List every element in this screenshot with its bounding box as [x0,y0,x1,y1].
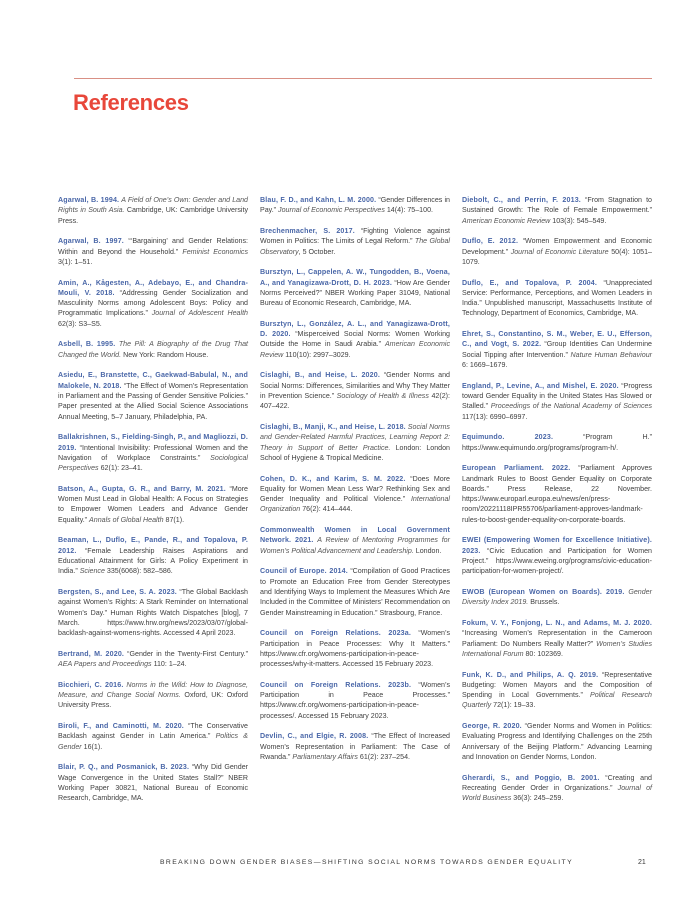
reference-author-year: Gherardi, S., and Poggio, B. 2001. [462,773,600,782]
reference-author-year: Ballakrishnen, S., Fielding-Singh, P., and Magliozzi, D. 2019. [58,433,248,452]
reference-source-italic: The Global Observatory [260,237,450,256]
reference-source-italic: Annals of Global Health [89,515,164,524]
reference-text: “Gender Norms and Social Norms: Differences, Similarities and Why They Matter in Prevention Science.” [260,371,450,401]
reference-entry [58,649,248,670]
reference-entry [462,721,652,762]
reference-text: 61(2): 237–254. [357,753,410,762]
reference-source-italic: Journal of Economic Perspectives [278,206,385,215]
reference-entry [260,525,450,556]
reference-entry [260,319,450,360]
reference-text: “Intentional Invisibility: Professional Women and the Navigation of Workplace Constraints.” [58,443,248,462]
reference-entry [462,236,652,267]
reference-text: 62(3): S3–S5. [58,319,102,328]
reference-source-italic: A Review of Mentoring Programmes for Women’s Political Advancement and Leadership. [260,536,450,555]
reference-entry [58,587,248,638]
reference-text: “Progress toward Gender Equality in the United States Has Slowed or Stalled.” [462,381,652,411]
reference-text: “Women Empowerment and Economic Development.” [462,237,652,256]
reference-entry [462,670,652,711]
reference-entry [58,432,248,473]
reference-source-italic: Nature Human Behaviour [570,350,652,359]
reference-text: “Program H.” https://www.equimundo.org/programs/program-h/. [462,433,652,452]
reference-entry [260,422,450,463]
reference-text: 87(1). [163,515,185,524]
reference-text: 14(4): 75–100. [384,206,433,215]
reference-author-year: England, P., Levine, A., and Mishel, E. 2020. [462,381,619,390]
reference-entry [58,339,248,360]
reference-author-year: Devlin, C., and Elgie, R. 2008. [260,732,369,741]
reference-entry [462,329,652,370]
reference-source-italic: Journal of Economic Literature [510,247,609,256]
reference-author-year: EWEI (Empowering Women for Excellence Initiative). 2023. [462,536,652,555]
reference-text: Oxford, UK: Oxford University Press. [58,691,248,710]
reference-entry [260,474,450,515]
reference-text: New York: Random House. [121,350,209,359]
reference-author-year: Council on Foreign Relations. 2023a. [260,629,411,638]
reference-entry [462,773,652,804]
reference-text: “Women’s Participation in Peace Processes.” https://www.cfr.org/womens-participation-in-peace-processes/. Accessed 15 February 2023. [260,680,450,720]
reference-entry [260,566,450,617]
reference-entry [58,195,248,226]
reference-text: “The Effect of Increased Women’s Representation in Parliament: The Case of Rwanda.” [260,732,450,762]
reference-text: “Gender in the Twenty-First Century.” [124,649,248,658]
reference-text: 335(6068): 582–586. [104,567,173,576]
column-3 [462,195,652,814]
reference-source-italic: Women’s Studies International Forum [462,639,652,658]
reference-source-italic: Politics & Gender [58,732,248,751]
reference-entry [58,236,248,267]
reference-entry [58,484,248,525]
reference-entry [462,432,652,453]
reference-entry [462,587,652,608]
column-2 [260,195,450,814]
reference-text: “Misperceived Social Norms: Women Working Outside the Home in Saudi Arabia.” [260,330,450,349]
header-rule [74,78,652,79]
reference-author-year: Brechenmacher, S. 2017. [260,226,355,235]
reference-text: “The Effect of Women’s Representation in Parliament and the Passing of Gender Sensitive Policies.” Paper presented at the Allied Social Science Associations Annual Meeting, 5–7 January, Philadelphia, PA. [58,381,248,421]
reference-entry [260,226,450,257]
page-title: References [73,90,189,115]
reference-text: 110: 1–24. [151,660,187,669]
reference-text: Cambridge, UK: Cambridge University Press. [58,206,248,225]
reference-text: “Fighting Violence against Women in Politics: The Limits of Legal Reform.” [260,226,450,246]
reference-text: “More Women Must Lead in Global Health: A Focus on Strategies to Empower Women Leaders and Advance Gender Equality.” [58,484,248,524]
reference-text: “‘Bargaining’ and Gender Relations: Within and Beyond the Household.” [58,237,248,256]
reference-entry [260,628,450,669]
reference-entry [260,370,450,411]
reference-text: “Creating and Recreating Gender Order in Organizations.” [462,773,652,793]
reference-text: “Group Identities Can Undermine Social Tipping after Intervention.” [462,340,652,359]
reference-text: “Representative Budgeting: Women Mayors and the Composition of Spending in Local Governments.” [462,670,652,700]
reference-text: “Gender Differences in Pay.” [260,196,450,215]
reference-entry [58,680,248,711]
reference-entry [58,535,248,576]
reference-text: “Compilation of Good Practices to Promote an Education Free from Gender Stereotypes and Identifying Ways to Implement the Measures Which Are Included in the Committee of Ministers’ Recommendation on Gender Mainstreaming in Education.” Strasbourg, France. [260,567,450,617]
reference-text: 16(1). [81,742,103,751]
reference-author-year: Ehret, S., Constantino, S. M., Weber, E. U., Efferson, C., and Vogt, S. 2022. [462,330,652,349]
reference-text: “The Global Backlash against Women’s Rights: A Stark Reminder on International Women’s Day.” Human Rights Watch Dispatches [blog], 7 March. https://www.hrw.org/news/2023/03/07/global-backlash-against-womens-rights. Accessed 4 April 2023. [58,588,248,638]
reference-author-year: Blair, P. Q., and Posmanick, B. 2023. [58,763,190,772]
reference-author-year: Bergsten, S., and Lee, S. A. 2023. [58,588,177,597]
reference-source-italic: AEA Papers and Proceedings [58,660,152,669]
reference-source-italic: The Pill: A Biography of the Drug That Changed the World. [58,340,248,359]
references-columns [58,195,652,814]
reference-text: “Why Did Gender Wage Convergence in the United States Stall?” NBER Working Paper 30821, National Bureau of Economic Research, Cambridge, MA. [58,763,248,803]
reference-author-year: Bursztyn, L., Cappelen, A. W., Tungodden, B., Voena, A., and Yanagizawa-Drott, D. H. 2023. [260,268,450,287]
column-1 [58,195,248,814]
reference-author-year: EWOB (European Women on Boards). 2019. [462,588,625,597]
reference-text: “Gender Norms and Women in Politics: Evaluating Progress and Identifying Challenges on the 25th Anniversary of the Beijing Platform.” Advancing Learning and Innovation on Gender Norms, London. [462,722,653,762]
reference-text: 80: 102369. [523,649,563,658]
reference-text: 3(1): 1–51. [58,257,93,266]
reference-source-italic: American Economic Review [260,340,450,359]
reference-source-italic: Norms in the Wild: How to Diagnose, Measure, and Change Social Norms. [58,680,248,700]
reference-author-year: Agarwal, B. 1994. [58,196,120,204]
reference-text: , 5 October. [298,247,336,256]
reference-source-italic: Gender Diversity Index 2019. [462,588,652,607]
reference-author-year: Bicchieri, C. 2016. [58,680,124,689]
reference-text: Brussels. [528,598,560,607]
reference-entry [260,267,450,308]
reference-author-year: Cohen, D. K., and Karim, S. M. 2022. [260,474,406,483]
reference-entry [58,278,248,329]
reference-entry [462,618,652,659]
reference-author-year: Cislaghi, B., Manji, K., and Heise, L. 2018. [260,423,406,431]
reference-source-italic: International Organization [260,495,450,514]
reference-source-italic: A Field of One’s Own: Gender and Land Rights in South Asia. [58,196,248,215]
reference-author-year: Biroli, F., and Caminotti, M. 2020. [58,722,184,731]
reference-text: 76(2): 414–444. [300,505,353,514]
reference-text: 72(1): 19–33. [491,701,536,710]
reference-author-year: Council of Europe. 2014. [260,567,348,576]
reference-text: 50(4): 1051–1079. [462,247,652,266]
reference-author-year: Asiedu, E., Branstette, C., Gaekwad-Babulal, N., and Malokele, N. 2018. [58,371,248,390]
reference-source-italic: Parliamentary Affairs [292,753,358,762]
reference-source-italic: Social Norms and Gender-Related Harmful Practices, Learning Report 2: Theory in Support of Better Practice. [260,423,450,452]
reference-source-italic: Feminist Economics [182,247,249,256]
reference-text: 103(3): 545–549. [550,216,607,225]
reference-text: “Female Leadership Raises Aspirations and Educational Attainment for Girls: A Policy Experiment in India.” [58,546,248,576]
reference-text: 42(2): 407–422. [260,392,450,411]
reference-author-year: Funk, K. D., and Philips, A. Q. 2019. [462,670,599,679]
reference-author-year: Blau, F. D., and Kahn, L. M. 2000. [260,196,377,204]
reference-text: “From Stagnation to Sustained Growth: The Role of Female Empowerment.” [462,196,652,215]
reference-author-year: Cislaghi, B., and Heise, L. 2020. [260,371,380,380]
reference-text: “Parliament Approves Landmark Rules to Boost Gender Equality on Corporate Boards.” Press Release, 22 November. https://www.europarl.europa.eu/news/en/press-room/20221118IPR55706/parliament-approves-landmark-rules-to-boost-gender-equality-on-corporate-boards. [462,464,652,524]
reference-entry [462,195,652,226]
reference-author-year: Fokum, V. Y., Fonjong, L. N., and Adams, M. J. 2020. [462,619,652,628]
reference-author-year: European Parliament. 2022. [462,464,571,473]
reference-text: London: London School of Hygiene & Tropical Medicine. [260,443,450,462]
reference-author-year: Duflo, E., and Topalova, P. 2004. [462,278,597,287]
reference-text: 6: 1669–1679. [462,361,508,370]
reference-text: London. [413,546,442,555]
reference-text: 117(13): 6990–6997. [462,412,528,421]
reference-entry [462,381,652,422]
reference-text: 36(3): 245–259. [511,794,564,803]
reference-author-year: Amin, A., Kågesten, A., Adebayo, E., and Chandra-Mouli, V. 2018. [58,278,248,297]
reference-entry [58,762,248,803]
reference-author-year: Batson, A., Gupta, G. R., and Barry, M. 2021. [58,484,226,493]
reference-entry [260,195,450,216]
reference-author-year: Commonwealth Women in Local Government Network. 2021. [260,526,450,545]
running-footer: BREAKING DOWN GENDER BIASES—SHIFTING SOCIAL NORMS TOWARDS GENDER EQUALITY [160,859,574,866]
reference-text: “The Conservative Backlash against Gender in Latin America.” [58,722,248,741]
reference-text: “How Are Gender Norms Perceived?” NBER Working Paper 31049, National Bureau of Economic Research, Cambridge, MA. [260,278,450,308]
reference-text: “Unappreciated Service: Performance, Perceptions, and Women Leaders in India.” Unpublished manuscript, Massachusetts Institute of Technology, Department of Economics, Cambridge, MA. [462,278,652,318]
reference-text: 110(10): 2997–3029. [283,350,351,359]
reference-entry [58,370,248,421]
reference-author-year: Duflo, E. 2012. [462,237,519,246]
reference-author-year: Bertrand, M. 2020. [58,649,125,658]
reference-source-italic: Sociological Perspectives [58,453,248,473]
reference-author-year: Asbell, B. 1995. [58,340,116,349]
reference-author-year: Beaman, L., Duflo, E., Pande, R., and Topalova, P. 2012. [58,536,248,555]
reference-source-italic: Science [79,567,105,576]
reference-author-year: Bursztyn, L., González, A. L., and Yanagizawa-Drott, D. 2020. [260,319,450,339]
reference-author-year: George, R. 2020. [462,722,522,731]
reference-text: 62(1): 23–41. [98,464,143,473]
reference-entry [260,731,450,762]
reference-author-year: Diebolt, C., and Perrin, F. 2013. [462,196,581,204]
reference-source-italic: American Economic Review [462,216,551,225]
reference-entry [462,463,652,525]
reference-text: “Does More Equality for Women Mean Less War? Rethinking Sex and Gender Inequality and Political Violence.” [260,474,450,504]
reference-source-italic: Journal of Adolescent Health [151,309,248,318]
reference-author-year: Equimundo. 2023. [462,433,554,442]
reference-text: “Women’s Participation in Peace Processes: Why It Matters.” https://www.cfr.org/womens-participation-in-peace-processes/why-it-matters. Accessed 15 February 2023. [260,629,450,669]
reference-author-year: Agarwal, B. 1997. [58,237,124,246]
reference-text: “Addressing Gender Socialization and Masculinity Norms among Adolescent Boys: Policy and Programmatic Implications.” [58,288,249,318]
reference-source-italic: Journal of World Business [462,784,653,803]
reference-entry [260,680,450,721]
reference-author-year: Council on Foreign Relations. 2023b. [260,680,412,689]
reference-source-italic: Political Research Quarterly [462,691,652,710]
page-number: 21 [638,859,646,866]
reference-entry [462,535,652,576]
reference-text: “Civic Education and Participation for Women Project.” https://www.eweing.org/programs/civic-education-participation-for-women-project/. [462,546,652,576]
reference-entry [462,278,652,319]
reference-source-italic: Proceedings of the National Academy of Sciences [490,402,652,411]
reference-text: “Increasing Women’s Representation in the Cameroon Parliament: Do Numbers Really Matter?” [462,629,652,648]
reference-source-italic: Sociology of Health & Illness [336,392,429,401]
reference-entry [58,721,248,752]
